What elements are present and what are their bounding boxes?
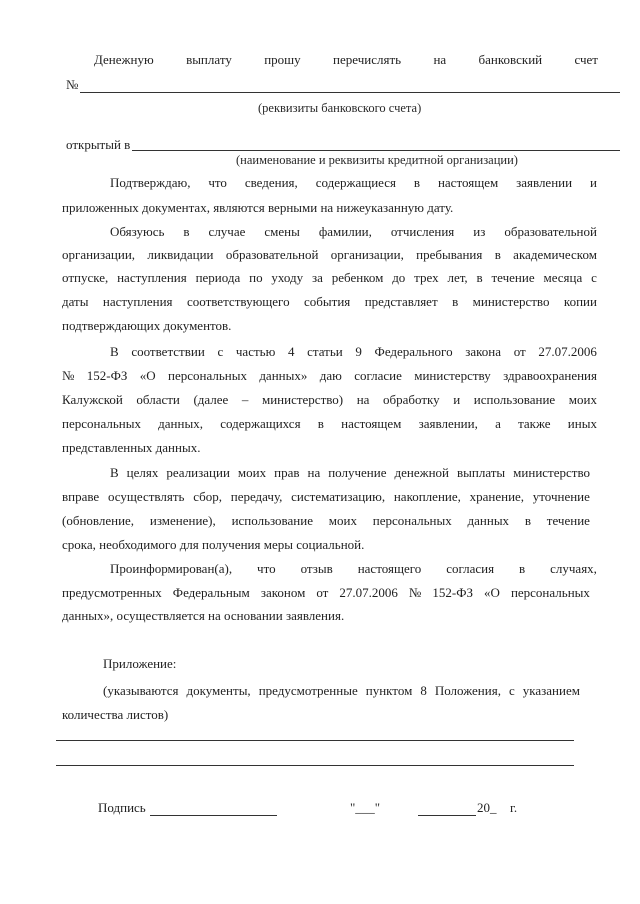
word: лет, xyxy=(447,270,468,285)
p2-line5: подтверждающих документов. xyxy=(62,318,232,333)
bank-request-line xyxy=(94,52,598,68)
word: Федерального xyxy=(374,344,453,359)
word: события xyxy=(304,294,351,309)
word: с xyxy=(591,270,597,285)
word: смены xyxy=(264,224,300,239)
p5-line3: данных», осуществляется на основании заявления. xyxy=(62,608,345,623)
word: выплату xyxy=(186,52,232,67)
word: «О xyxy=(484,585,500,600)
word: Денежную xyxy=(94,52,154,67)
word: использование xyxy=(231,513,313,528)
word: до xyxy=(392,270,406,285)
word: осуществлять xyxy=(107,489,185,504)
word: реализации xyxy=(166,465,230,480)
word: изменение), xyxy=(149,513,216,528)
word: даты xyxy=(62,294,89,309)
word: банковский xyxy=(478,52,543,67)
word: систематизацию, xyxy=(291,489,386,504)
word: в xyxy=(476,270,483,285)
p5-line1 xyxy=(110,561,597,577)
word: данных» xyxy=(259,368,308,383)
word: 9 xyxy=(355,344,362,359)
word: законом xyxy=(260,585,306,600)
p3-line2 xyxy=(62,368,597,384)
word: использование xyxy=(473,392,556,407)
word: организации, xyxy=(62,247,136,262)
word: течение xyxy=(491,270,535,285)
word: 27.07.2006 xyxy=(339,585,398,600)
word: области xyxy=(136,392,180,407)
signature-label: Подпись xyxy=(98,800,146,815)
word: сведения, xyxy=(244,175,298,190)
word: моих xyxy=(568,392,597,407)
word: отпуске, xyxy=(62,270,109,285)
word: соответствии xyxy=(131,344,205,359)
word: и xyxy=(589,175,597,190)
word: что xyxy=(208,175,227,190)
word: 152-ФЗ xyxy=(86,368,128,383)
p2-line1 xyxy=(110,224,597,240)
word: «О xyxy=(139,368,156,383)
word: на xyxy=(433,52,447,67)
word: выплаты xyxy=(457,465,506,480)
word: по xyxy=(249,270,263,285)
word: на xyxy=(307,465,321,480)
p1-line2: приложенных документах, являются верными на нижеуказанную дату. xyxy=(62,200,454,215)
account-number-field[interactable] xyxy=(80,92,620,93)
word: периода xyxy=(195,270,241,285)
word: (далее xyxy=(193,392,229,407)
word: передачу, xyxy=(230,489,283,504)
word: хранение, xyxy=(469,489,525,504)
word: заявлении, xyxy=(418,416,478,431)
word: пунктом xyxy=(365,683,413,698)
word: копии xyxy=(563,294,597,309)
word: счет xyxy=(574,52,598,67)
word: настоящего xyxy=(357,561,422,576)
attachment-title: Приложение: xyxy=(103,656,177,671)
word: ребенком xyxy=(331,270,384,285)
word: месяца xyxy=(543,270,583,285)
word: настоящем xyxy=(437,175,499,190)
word: министерство xyxy=(472,294,550,309)
word: с xyxy=(508,683,515,698)
word: уходу xyxy=(271,270,304,285)
word: настоящем xyxy=(341,416,402,431)
word: пребывания xyxy=(416,247,483,262)
word: в xyxy=(452,294,459,309)
p2-line2 xyxy=(62,247,597,263)
word: министерству xyxy=(414,368,491,383)
word: из xyxy=(473,224,486,239)
signature-year: 20_ xyxy=(477,800,497,815)
word: содержащихся xyxy=(220,416,301,431)
word: образовательной xyxy=(504,224,597,239)
word: Проинформирован(а), xyxy=(110,561,233,576)
word: Калужской xyxy=(62,392,123,407)
word: образовательной xyxy=(225,247,319,262)
word: В xyxy=(110,344,119,359)
word: в xyxy=(183,224,190,239)
word: – xyxy=(241,392,249,407)
word: статьи xyxy=(307,344,343,359)
account-number-label: № xyxy=(66,77,79,92)
word: получение xyxy=(328,465,387,480)
word: накопление, xyxy=(393,489,461,504)
word: в xyxy=(317,416,324,431)
opened-in-label: открытый в xyxy=(66,137,131,152)
attachment-field-1[interactable] xyxy=(56,740,574,741)
word: 8 xyxy=(420,683,427,698)
p3-line1 xyxy=(110,344,597,360)
p2-line3 xyxy=(62,270,597,286)
word: 152-ФЗ xyxy=(432,585,473,600)
p3-line5: представленных данных. xyxy=(62,440,201,455)
word: случае xyxy=(208,224,246,239)
word: № xyxy=(408,585,422,600)
word: (обновление, xyxy=(62,513,135,528)
p5-line2 xyxy=(62,585,590,601)
word: перечислять xyxy=(333,52,402,67)
word: № xyxy=(62,368,75,383)
word: отзыв xyxy=(300,561,333,576)
word: ликвидации xyxy=(147,247,214,262)
word: в xyxy=(524,513,531,528)
word: В xyxy=(110,465,119,480)
word: 4 xyxy=(287,344,295,359)
word: 27.07.2006 xyxy=(538,344,597,359)
p3-line3 xyxy=(62,392,597,408)
p4-line3 xyxy=(62,513,590,529)
word: согласия xyxy=(446,561,495,576)
word: персональных xyxy=(62,416,141,431)
account-caption: (реквизиты банковского счета) xyxy=(258,101,422,115)
word: содержащиеся xyxy=(315,175,397,190)
word: от xyxy=(316,585,329,600)
word: академическом xyxy=(513,247,597,262)
word: от xyxy=(513,344,526,359)
credit-org-caption: (наименование и реквизиты кредитной организации) xyxy=(236,153,518,167)
word: предусмотренных xyxy=(62,585,162,600)
word: указанием xyxy=(522,683,580,698)
attachment-line2: количества листов) xyxy=(62,707,169,722)
word: данных, xyxy=(158,416,203,431)
word: и xyxy=(453,392,461,407)
word: в xyxy=(494,247,501,262)
word: на xyxy=(356,392,370,407)
word: уточнение xyxy=(532,489,590,504)
word: наступления xyxy=(102,294,173,309)
word: что xyxy=(257,561,276,576)
word: Подтверждаю, xyxy=(110,175,191,190)
word: соответствующего xyxy=(186,294,290,309)
word: Положения, xyxy=(434,683,501,698)
word: закона xyxy=(465,344,502,359)
word: в xyxy=(519,561,526,576)
p1-line1 xyxy=(110,175,597,191)
word: персональных xyxy=(168,368,247,383)
word: также xyxy=(518,416,551,431)
word: денежной xyxy=(394,465,449,480)
word: заявлении xyxy=(516,175,573,190)
word: министерство) xyxy=(261,392,344,407)
signature-day[interactable]: "___" xyxy=(350,800,381,815)
word: отчисления xyxy=(390,224,455,239)
attachment-line1 xyxy=(103,683,580,699)
attachment-field-2[interactable] xyxy=(56,765,574,766)
word: представляет xyxy=(364,294,438,309)
word: здравоохранения xyxy=(503,368,597,383)
word: обработку xyxy=(383,392,440,407)
p4-line2 xyxy=(62,489,590,505)
word: данных xyxy=(467,513,510,528)
word: (указываются xyxy=(103,683,179,698)
word: целях xyxy=(126,465,159,480)
p3-line4 xyxy=(62,416,597,432)
word: частью xyxy=(235,344,276,359)
word: иных xyxy=(567,416,597,431)
word: течение xyxy=(546,513,590,528)
word: моих xyxy=(328,513,357,528)
word: прав xyxy=(274,465,300,480)
signature-field[interactable] xyxy=(150,815,277,816)
word: наступления xyxy=(117,270,187,285)
word: документы, xyxy=(186,683,251,698)
word: персональных xyxy=(510,585,590,600)
signature-year-suffix: г. xyxy=(510,800,518,815)
word: Федеральным xyxy=(172,585,250,600)
word: в xyxy=(413,175,421,190)
word: даю xyxy=(319,368,342,383)
signature-month-field[interactable] xyxy=(418,815,476,816)
word: за xyxy=(312,270,323,285)
p4-line4: срока, необходимого для получения меры социальной. xyxy=(62,537,365,552)
word: с xyxy=(217,344,224,359)
word: случаях, xyxy=(550,561,597,576)
word: министерство xyxy=(513,465,590,480)
word: согласие xyxy=(354,368,402,383)
word: сбор, xyxy=(193,489,222,504)
word: вправе xyxy=(62,489,100,504)
word: персональных xyxy=(372,513,452,528)
word: прошу xyxy=(264,52,301,67)
word: фамилии, xyxy=(318,224,372,239)
word: организации, xyxy=(330,247,404,262)
word: трех xyxy=(414,270,439,285)
p4-line1 xyxy=(110,465,590,481)
p2-line4 xyxy=(62,294,597,310)
word: а xyxy=(495,416,501,431)
word: Обязуюсь xyxy=(110,224,165,239)
word: предусмотренные xyxy=(258,683,358,698)
credit-org-field[interactable] xyxy=(132,150,620,151)
word: моих xyxy=(237,465,267,480)
